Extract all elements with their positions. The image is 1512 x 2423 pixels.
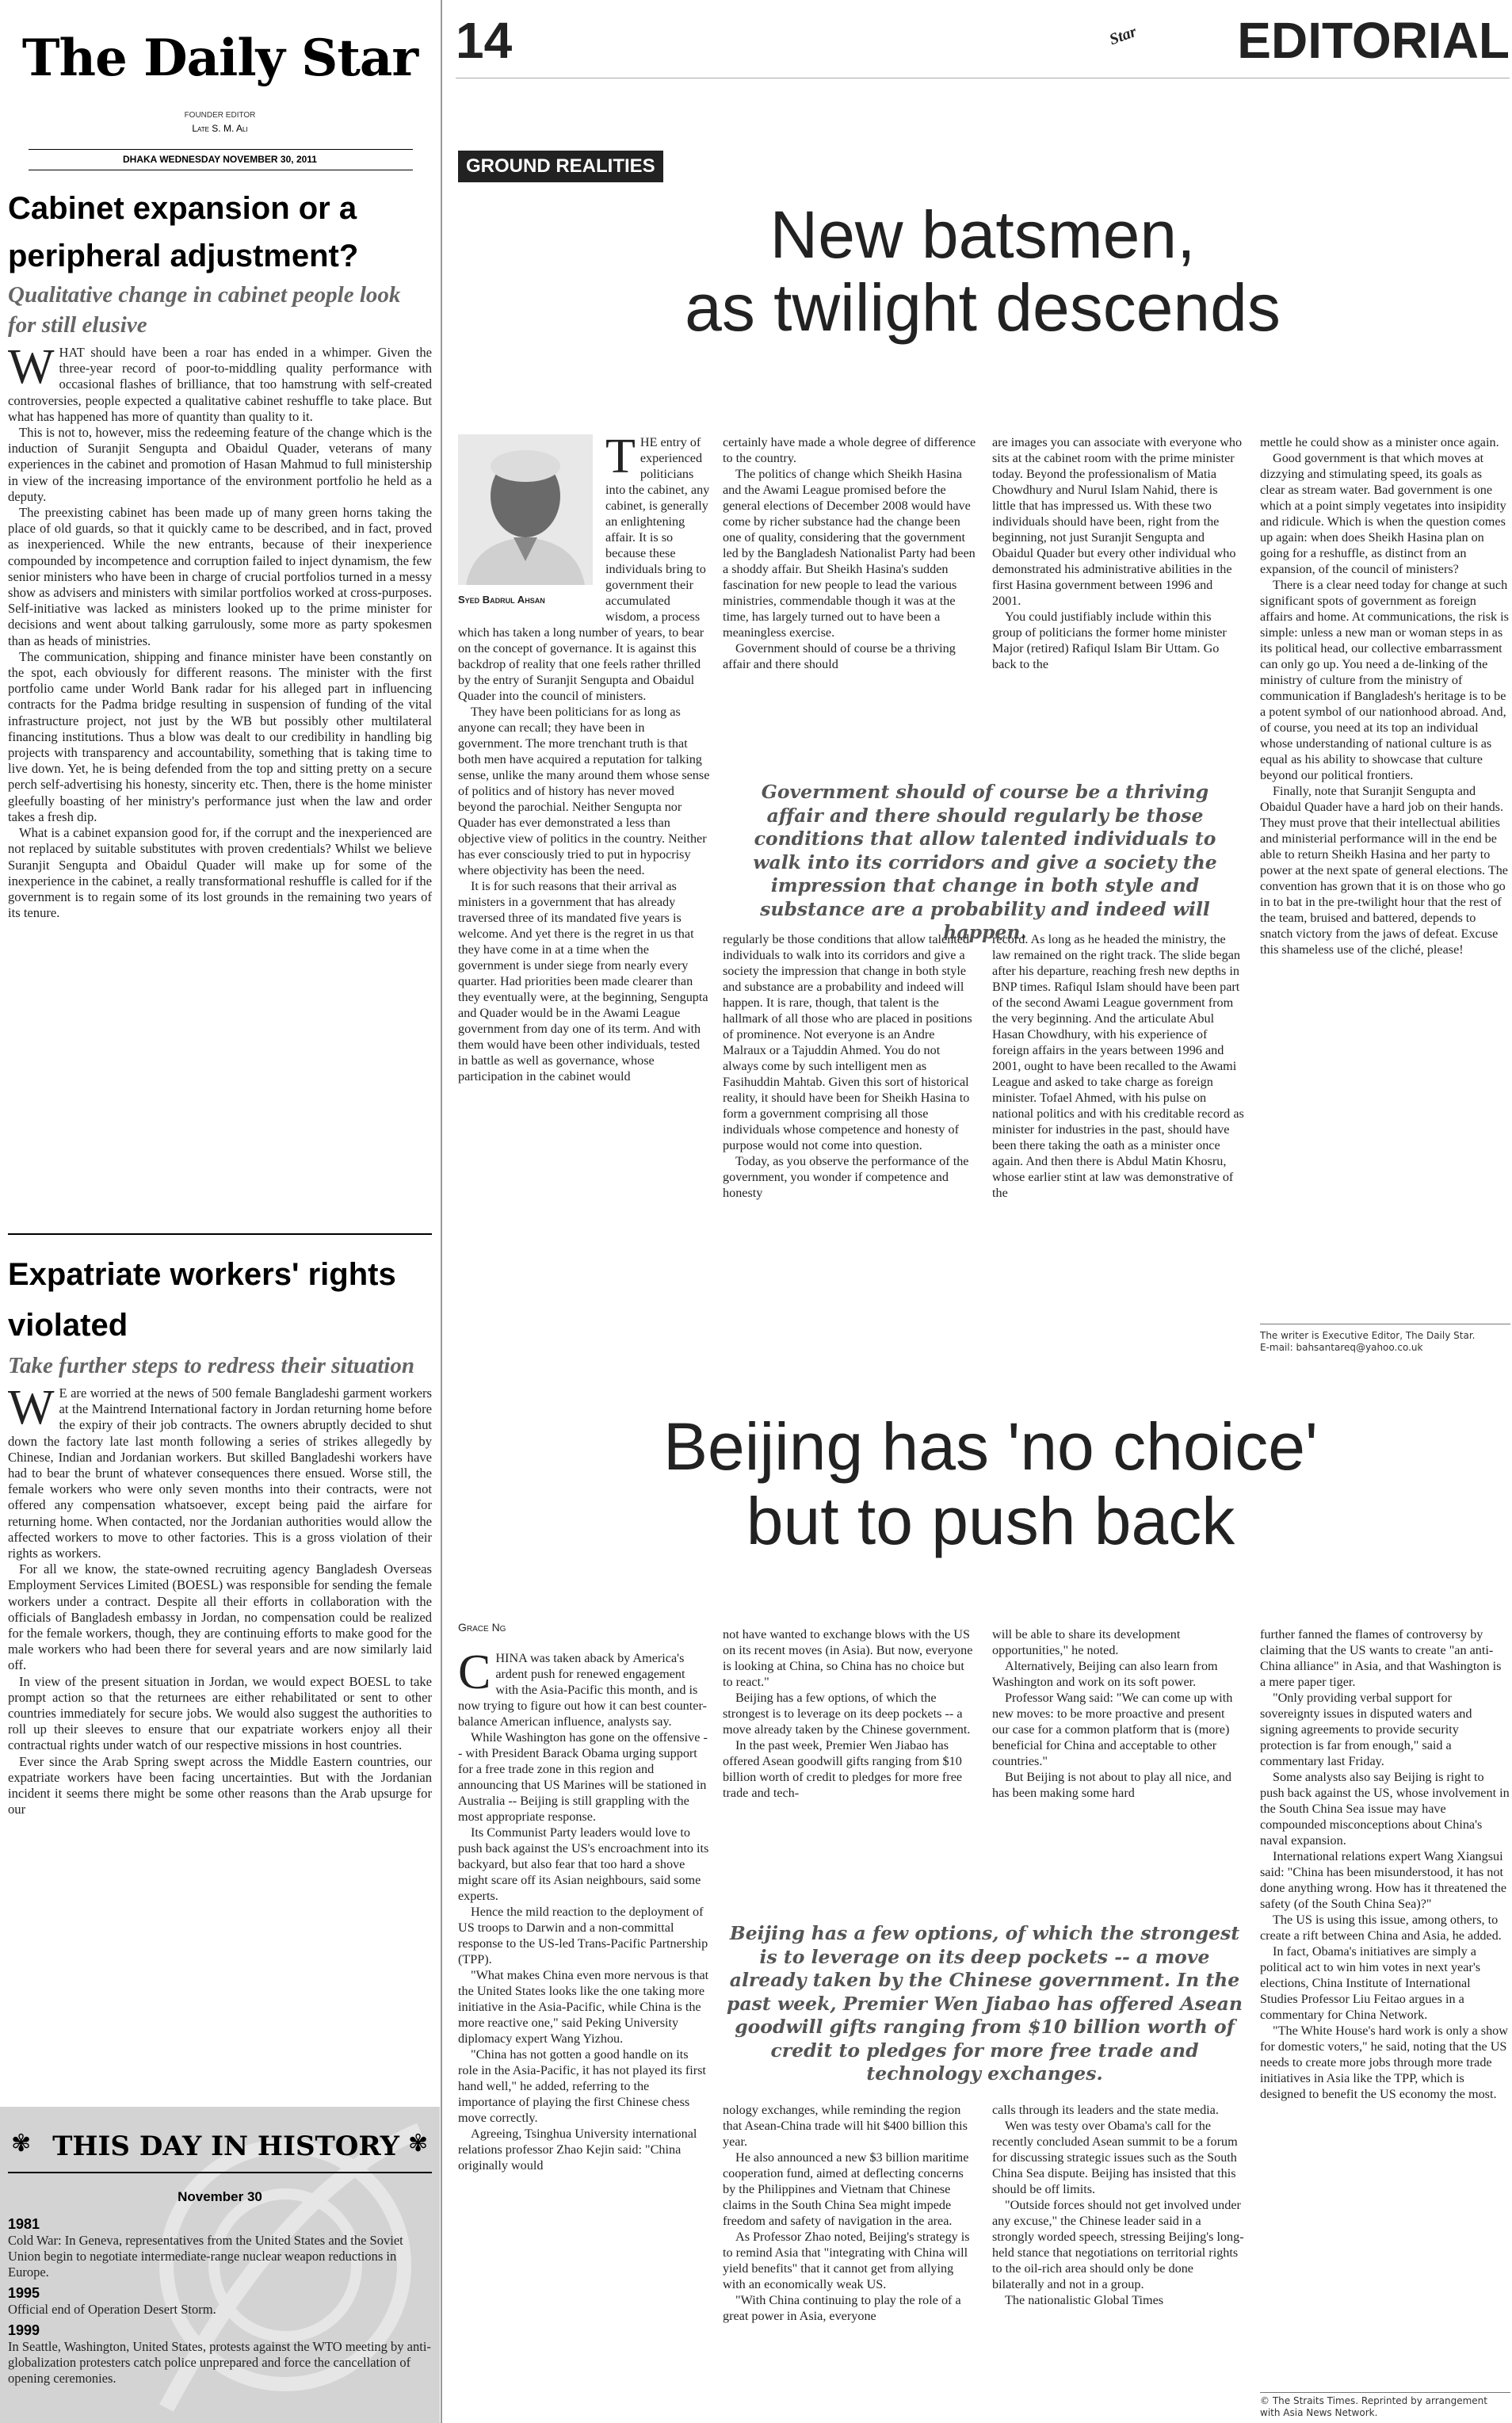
article1-column-2-bottom xyxy=(723,931,976,1201)
paragraph: "Outside forces should not get involved under any excuse," the Chinese leader said in a strongly worded speech, stressing Beijing's long-held stance that negotiations on territorial rights to the oil-rich area should only be done bilaterally and not in a group. xyxy=(992,2198,1244,2291)
paragraph: What is a cabinet expansion good for, if the corrupt and the inexperienced are not replaced by suitable substitutes with proven credentials? Whilst we believe Suranjit Sengupta and Obaidul Quader will make up for some of the inexperience in the cabinet, a really transformational reshuffle is called for if the government is to regain some of its lost grounds in the remaining two years of its tenure. xyxy=(8,825,432,921)
paragraph: Good government is that which moves at dizzying and stimulating speed, its goals as clear as stream water. Bad government is one which at a point simply vegetates into insipidity and ridicule. Which is when the question comes up again: when does Sheikh Hasina plan on going for a reshuffle, as distinct from an expansion, of the council of ministers? xyxy=(1260,451,1506,576)
paragraph: nology exchanges, while reminding the region that Asean-China trade will hit $400 billion this year. xyxy=(723,2103,968,2149)
paragraph: certainly have made a whole degree of difference to the country. xyxy=(723,435,976,465)
paragraph: Beijing has a few options, of which the strongest is to leverage on its deep pockets -- a move already taken by the Chinese government. xyxy=(723,1691,971,1737)
paragraph: are images you can associate with everyone who sits at the cabinet room with the prime minister today. Beyond the professionalism of Matia Chowdhury and Nurul Islam Nahid, there is little that has impressed us. With these two individuals should have been, right from the beginning, not just Suranjit Sengupta and Obaidul Quader but every other individual who demonstrated his administrative abilities in the first Hasina government between 1996 and 2001. xyxy=(992,435,1243,608)
paragraph: The US is using this issue, among others, to create a rift between China and Asia, he added. xyxy=(1260,1913,1502,1943)
event-year: 1999 xyxy=(8,2322,40,2338)
paragraph: mettle he could show as a minister once again. xyxy=(1260,435,1499,449)
article1-column-2-top xyxy=(723,434,976,672)
paragraph: regularly be those conditions that allow talented individuals to walk into its corridors and give a society the impression that change in both style and substance are a probability and indeed will happen. It is rare, though, that talent is the hallmark of all those who are placed in positions of prominence. Not everyone is an Andre Malraux or a Tajuddin Ahmed. You do not always come by such intelligent men as Fasihuddin Mahtab. Given this sort of historical reality, it should have been for Sheikh Hasina to form a government comprising all those individuals whose competence and honesty of purpose would not come into question. xyxy=(723,932,972,1152)
event-text: In Seattle, Washington, United States, protests against the WTO meeting by anti-globalization protesters catch police unprepared and force the cancellation of opening ceremonies. xyxy=(8,2339,431,2386)
article2-column-2-top xyxy=(723,1626,976,1801)
article2-column-1 xyxy=(458,1645,710,2173)
this-day-in-history xyxy=(0,2107,440,2423)
floral-ornament-icon: ✾ xyxy=(408,2131,429,2157)
author-credit xyxy=(1260,1330,1510,1354)
paragraph: The preexisting cabinet has been made up of many green horns taking the place of old guards, so that it quickly came to be described, and in fact, proved as inexperienced. While the new entrants, because of their inexperience compounded by incompetence and corruption failed to inject dynamism, the few senior ministers who have been in charge of crucial portfolios turned in a messy show as advisers and ministers with similar portfolios worked at cross-purposes. Self-initiative was lacked as ministers looked up to the prime minister for decisions and went about talking garrulously, some more as party spokesmen than as heads of ministries. xyxy=(8,505,432,648)
paragraph: While Washington has gone on the offensive -- with President Barack Obama urging support for a free trade zone in this region and announcing that US Marines will be stationed in Australia -- Beijing is still grappling with the most appropriate response. xyxy=(458,1730,708,1824)
paragraph: Its Communist Party leaders would love to push back against the US's encroachment into its backyard, but also fear that too hard a shove might scare off its Asian neighbours, said some experts. xyxy=(458,1825,709,1903)
author-byline: Syed Badrul Ahsan xyxy=(458,594,545,606)
article-headline[interactable] xyxy=(571,198,1395,344)
paragraph: Professor Wang said: "We can come up with new moves: to be more proactive and present our case for a common platform that is (more) beneficial for China and acceptable to other countries." xyxy=(992,1691,1233,1768)
paragraph: further fanned the flames of controversy by claiming that the US wants to create "an anti-China alliance" in Asia, and that Washington is a mere paper tiger. xyxy=(1260,1627,1502,1689)
paragraph: There is a clear need today for change at such significant spots of government as foreign affairs and home. At communications, the risk is simple: unless a new man or woman steps in as its political head, our collective embarrassment can only go up. You need a de-linking of the ministry of culture from the ministry of communication if Bangladesh's heritage is to be a potent symbol of our nationhood abroad. And, of course, you need at its top an individual whose understanding of national culture is as equal as his ability to showcase that culture beyond our political frontiers. xyxy=(1260,578,1509,782)
editorial-subtitle: Take further steps to redress their situation xyxy=(8,1353,414,1378)
left-column xyxy=(8,6,432,2416)
credit-line: E-mail: bahsantareq@yahoo.co.uk xyxy=(1260,1342,1423,1353)
paragraph: Finally, note that Suranjit Sengupta and Obaidul Quader have a hard job on their hands. They must prove that their intellectual abilities and ministerial performance will in the end be able to return Sheikh Hasina and her party to power at the next spate of general elections. The convention has grown that it is on those who go in to bat in the pre-twilight hour that the rest of the team, bruised and battered, depends to snatch victory from the jaws of defeat. Excuse this shameless use of the cliché, please! xyxy=(1260,784,1508,957)
credit-line: The writer is Executive Editor, The Daily Star. xyxy=(1260,1330,1476,1341)
headline-line: but to push back xyxy=(746,1484,1235,1558)
history-date: November 30 xyxy=(178,2189,262,2204)
editorial-body xyxy=(8,340,432,921)
event-text: Official end of Operation Desert Storm. xyxy=(8,2302,216,2317)
history-event xyxy=(8,2285,432,2318)
paragraph: record. As long as he headed the ministry, the law remained on the right track. The slide began after his departure, reaching fresh new depths in BNP times. Rafiqul Islam should have been part of the second Awami League government from the very beginning. And the articulate Abul Hasan Chowdhury, with his experience of foreign affairs in the years between 1996 and 2001, ought to have been recalled to the Awami League and asked to take charge as foreign minister. Tofael Ahmed, with his pulse on national politics and with his creditable record as minister for industries in the past, should have been there taking the oath as a minister once again. And then there is Abdul Matin Khosru, whose earlier stint at law was demonstrative of the xyxy=(992,932,1244,1200)
section-title: EDITORIAL xyxy=(1237,12,1510,69)
history-events xyxy=(8,2216,432,2387)
editorial-lead: HAT should have been a roar has ended in a whimper. Given the three-year record of poor-to-middling quality performance with occasional flashes of brilliance, that too hamstrung with self-created controversies, people expected a qualitative cabinet reshuffle to take place. But what has happened has more of quantity than quality to it. xyxy=(8,345,432,424)
column-divider xyxy=(441,0,442,2423)
article-lead: HE entry of experienced politicians into the cabinet, any cabinet, is generally an enlightening affair. It is so because these individuals bring to government their accumulated wisdom, a process which has taken a long number of years, to bear on the concept of governance. It is against this backdrop of reality that one feels rather thrilled by the entry of Suranjit Sengupta and Obaidul Quader into the council of ministers. xyxy=(458,435,710,703)
paragraph: Alternatively, Beijing can also learn from Washington and work on its soft power. xyxy=(992,1659,1218,1689)
article1-column-3-top xyxy=(992,434,1244,672)
dropcap: C xyxy=(458,1645,491,1699)
paragraph: will be able to share its development opportunities," he noted. xyxy=(992,1627,1181,1657)
paragraph: The communication, shipping and finance minister have been constantly on the spot, each obviously for different reasons. The minister with the first portfolio came under World Bank radar for his alleged part in influencing contracts for the Padma bridge resulting in suspension of funding of the vital infrastructure project, not just by the WB but possibly other multilateral financing institutions. Thus a blow was dealt to our credibility in handling big projects with transparency and accountability, something that is taking time to live down. Yet, he is being defended from the top and sitting pretty on a secure perch self-advertising his honesty, sincerity etc. Then, there is the home minister gleefully boasting of her ministry's performance just when the law and order takes a fresh dip. xyxy=(8,648,432,824)
paragraph: "China has not gotten a good handle on its role in the Asia-Pacific, it has not played its first hand well," he added, referring to the importance of playing the first Chinese chess move correctly. xyxy=(458,2047,706,2125)
paragraph: The nationalistic Global Times xyxy=(1005,2293,1164,2307)
paragraph: "Only providing verbal support for sovereignty issues in disputed waters and signing agreements to provide security protection is far from enough," said a commentary last Friday. xyxy=(1260,1691,1472,1768)
paragraph: Today, as you observe the performance of the government, you wonder if competence and honesty xyxy=(723,1154,969,1200)
editorial-title[interactable]: Expatriate workers' rights violated xyxy=(8,1257,396,1343)
dropcap: W xyxy=(8,1381,55,1435)
editorial-divider xyxy=(8,1233,432,1235)
paragraph: International relations expert Wang Xiangsui said: "China has been misunderstood, it has not done anything wrong. How has it threatened the safety (of the South China Sea)?" xyxy=(1260,1849,1507,1911)
paragraph: In the past week, Premier Wen Jiabao has offered Asean goodwill gifts ranging from $10 billion worth of credit to pledges for more free trade and tech- xyxy=(723,1738,963,1800)
paragraph: not have wanted to exchange blows with the US on its recent moves (in Asia). But now, everyone is looking at China, so China has no choice but to react." xyxy=(723,1627,973,1689)
article2-column-4 xyxy=(1260,1626,1510,2102)
masthead xyxy=(8,6,432,177)
paragraph: He also announced a new $3 billion maritime cooperation fund, aimed at deflecting concerns by the Philippines and Vietnam that Chinese claims in the South China Sea might impede freedom and safety of navigation in the area. xyxy=(723,2150,969,2228)
headline-line: New batsmen, xyxy=(769,197,1196,272)
paragraph: "What makes China even more nervous is that the United States looks like the one taking more initiative in the Asia-Pacific, while China is the more reactive one," said Peking University diplomacy expert Wang Yizhou. xyxy=(458,1968,709,2046)
history-event xyxy=(8,2216,432,2280)
paragraph: Wen was testy over Obama's call for the recently concluded Asean summit to be a forum for discussing strategic issues such as the South China Sea dispute. Beijing has insisted that this should be off limits. xyxy=(992,2119,1238,2196)
author-portrait xyxy=(458,434,593,585)
paragraph: For all we know, the state-owned recruiting agency Bangladesh Overseas Employment Services Limited (BOESL) was responsible for sending the female workers under a contract. Despite all their efforts in collaboration with the officials of Bangladesh embassy in Jordan, no compensation could be realized for the female workers, though, they are continuing efforts to make good for the male workers who had been there for several years and are now similarly laid off. xyxy=(8,1561,432,1673)
history-heading: THIS DAY IN HISTORY xyxy=(52,2131,399,2162)
paragraph: It is for such reasons that their arrival as ministers in a government that has already traversed three of its mandated five years is welcome. And yet there is the regret in us that they have come in at a time when the government is under siege from nearly every quarter. Had priorities been made clearer than they eventually were, at the beginning, Sengupta and Quader would be in the Awami League government from day one of its term. And with them would have been other individuals, tested in battle as well as governance, whose participation in the cabinet would xyxy=(458,879,708,1083)
newspaper-logo[interactable]: The Daily Star xyxy=(21,29,418,88)
paragraph: Some analysts also say Beijing is right to push back against the US, whose involvement in the South China Sea issue may have compounded misconceptions about China's naval expansion. xyxy=(1260,1770,1510,1848)
paragraph: Ever since the Arab Spring swept across the Middle Eastern countries, our expatriate workers have been facing uncertainties. But with the Jordanian incident it seems there might be some other reasons than the Arab upsurge for our xyxy=(8,1753,432,1817)
history-rule xyxy=(8,2172,432,2173)
article-lead: HINA was taken aback by America's ardent push for renewed engagement with the Asia-Pacific this month, and is now trying to figure out how it can best counter-balance American influence, analysts say. xyxy=(458,1651,707,1729)
event-year: 1995 xyxy=(8,2285,40,2301)
event-year: 1981 xyxy=(8,2216,40,2232)
paragraph: Agreeing, Tsinghua University international relations professor Zhao Kejin said: "China originally would xyxy=(458,2127,697,2173)
section-brand: Star xyxy=(1107,22,1140,49)
paragraph: In view of the present situation in Jordan, we would expect BOESL to take prompt action so that the returnees are either rehabilitated or sent to other countries immediately for secure jobs. We would also suggest the authorities to roll up their sleeves to ensure that our expatriate workers enjoy all their contractual rights under watch of our respective missions in host countries. xyxy=(8,1673,432,1753)
dropcap: W xyxy=(8,340,55,394)
pull-quote: Beijing has a few options, of which the strongest is to leverage on its deep pockets -- a move already taken by the Chinese government. In the past week, Premier Wen Jiabao has offered Asean goodwill gifts ranging from $10 billion worth of credit to pledges for more free trade and technology exchanges. xyxy=(727,1922,1243,2085)
paragraph: calls through its leaders and the state media. xyxy=(992,2103,1219,2117)
editorial-subtitle: Qualitative change in cabinet people look for still elusive xyxy=(8,282,401,338)
paragraph: This is not to, however, miss the redeeming feature of the change which is the induction of Suranjit Sengupta and Obaidul Quader, veterans of many experiences in the cabinet and promotion of Hasan Mahmud to full ministership in view of the increasing importance of the environment portfolio he held as a deputy. xyxy=(8,425,432,504)
event-text: Cold War: In Geneva, representatives from the United States and the Soviet Union begin to negotiate intermediate-range nuclear weapon reductions in Europe. xyxy=(8,2233,403,2280)
source-credit xyxy=(1260,2395,1510,2419)
floral-ornament-icon: ✾ xyxy=(11,2131,32,2157)
paragraph: As Professor Zhao noted, Beijing's strategy is to remind Asia that "integrating with China will yield benefits" that it cannot get from allying with an economically weak US. xyxy=(723,2230,970,2291)
paragraph: "The White House's hard work is only a show for domestic voters," he said, noting that the US needs to create more jobs through more trade initiatives in Asia like the TPP, which is designed to benefit the US economy the most. xyxy=(1260,2024,1508,2101)
editorial-body xyxy=(8,1381,432,1817)
author-photo-box xyxy=(458,434,593,610)
headline-line: Beijing has 'no choice' xyxy=(663,1409,1318,1484)
editorial-lead: E are worried at the news of 500 female Bangladeshi garment workers at the Maintrend International factory in Jordan returning home before the expiry of their job contracts. The owners abruptly decided to shut down the factory late last month following a series of strikes allegedly by Chinese, Indian and Jordanian workers. But skilled Bangladeshi workers have had to bear the brunt of whatever consequences there ensued. Worse still, the female workers who were only seven months into their contracts, were not offered any compensation whatsoever, except being paid the airfare for returning home. When contacted, nor the Jordanian authorities would allow the affected workers to move to other factories. This is a gross violation of their rights as workers. xyxy=(8,1385,432,1561)
headline-line: as twilight descends xyxy=(685,270,1281,345)
paragraph: You could justifiably include within this group of politicians the former home minister Major (retired) Rafiqul Islam Bir Uttam. Go back to the xyxy=(992,610,1227,671)
credit-line: © The Straits Times. Reprinted by arrangement xyxy=(1260,2395,1487,2406)
paragraph: But Beijing is not about to play all nice, and has been making some hard xyxy=(992,1770,1231,1800)
history-event xyxy=(8,2322,432,2387)
editorial-title[interactable]: Cabinet expansion or a peripheral adjustment? xyxy=(8,191,359,273)
paragraph: Hence the mild reaction to the deployment of US troops to Darwin and a non-committal response to the US-led Trans-Pacific Partnership (TPP). xyxy=(458,1905,708,1966)
paragraph: "With China continuing to play the role of a great power in Asia, everyone xyxy=(723,2293,961,2323)
article2-column-3-bottom xyxy=(992,2102,1244,2308)
masthead-rule-top xyxy=(29,149,413,150)
kicker-badge: GROUND REALITIES xyxy=(458,151,663,182)
article2-column-3-top xyxy=(992,1626,1244,1801)
editorial-cabinet xyxy=(8,185,432,921)
credit-rule xyxy=(1260,2392,1510,2393)
dateline: DHAKA WEDNESDAY NOVEMBER 30, 2011 xyxy=(123,154,317,165)
article-headline[interactable] xyxy=(507,1409,1474,1558)
founder-name: Late S. M. Ali xyxy=(192,123,248,134)
paragraph: The politics of change which Sheikh Hasina and the Awami League promised before the general elections of December 2008 would have come by richer substance had the change been one of quality, considering that the government led by the Bangladesh Nationalist Party had been a shoddy affair. But Sheikh Hasina's sudden fascination for new people to lead the various ministries, commendable though it was at the time, has largely turned out to have been a meaningless exercise. xyxy=(723,467,976,640)
credit-line: with Asia News Network. xyxy=(1260,2407,1378,2418)
article1-column-4 xyxy=(1260,434,1510,957)
paragraph: They have been politicians for as long as anyone can recall; they have been in government. The more trenchant truth is that both men have acquired a reputation for talking sense, unlike the many around them whose sense of politics and of history has never moved beyond the parochial. Neither Sengupta nor Quader has ever demonstrated a less than objective view of politics in the country. Neither has ever consciously tried to put in hypocrisy where objectivity has been the need. xyxy=(458,705,710,877)
article2-column-2-bottom xyxy=(723,2102,976,2324)
article1-column-1 xyxy=(458,430,712,1084)
dropcap: T xyxy=(605,430,636,483)
paragraph: Government should of course be a thriving affair and there should xyxy=(723,641,956,671)
page-number: 14 xyxy=(456,12,513,69)
author-byline: Grace Ng xyxy=(458,1621,506,1634)
article1-column-3-bottom xyxy=(992,931,1244,1201)
pull-quote: Government should of course be a thriving affair and there should regularly be those conditions that allow talented individuals to walk into its corridors and give a society the impression that change in both style and substance are a probability and indeed will happen. xyxy=(753,781,1217,943)
founder-label: FOUNDER EDITOR xyxy=(184,111,256,120)
paragraph: In fact, Obama's initiatives are simply a political act to win him votes in next year's elections, China Institute of International Studies Professor Liu Feitao argues in a commentary for China Network. xyxy=(1260,1944,1481,2022)
editorial-expatriate xyxy=(8,1249,432,1817)
